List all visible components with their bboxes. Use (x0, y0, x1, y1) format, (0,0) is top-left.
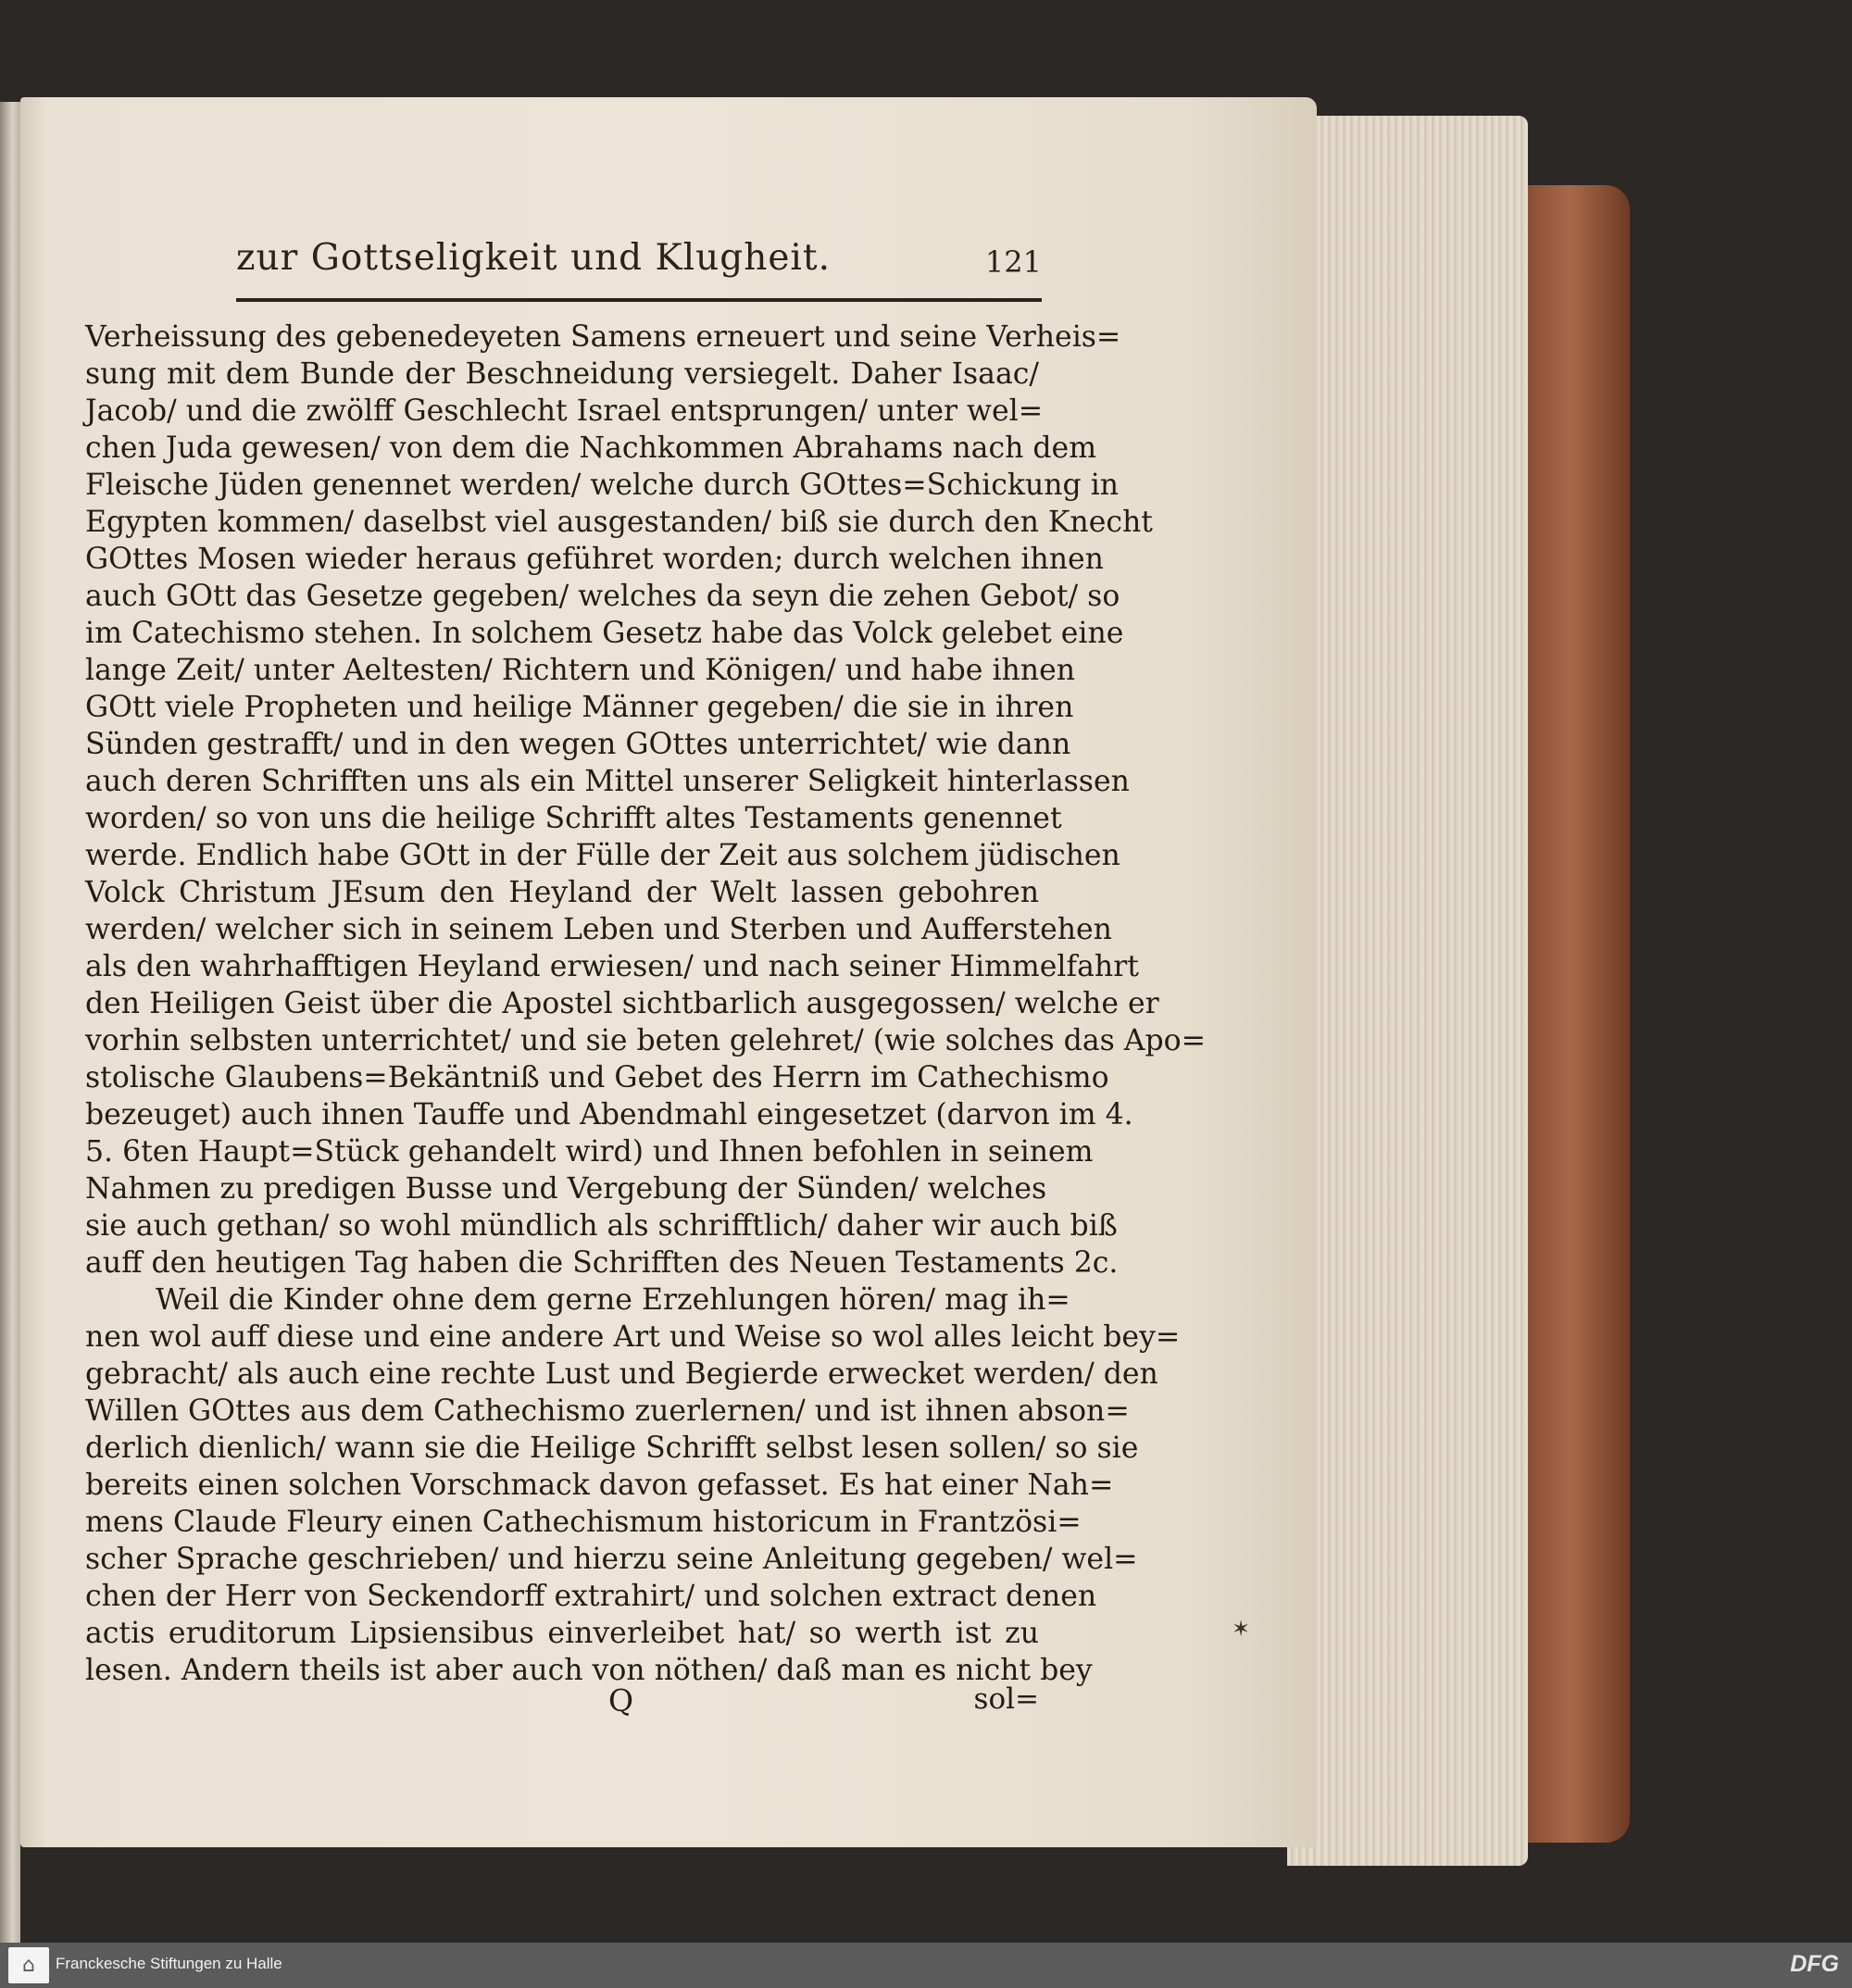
text-line: GOtt viele Propheten und heilige Männer gegeben/ die sie in ihren (85, 691, 1074, 724)
text-line: stolische Glaubens=Bekäntniß und Gebet des Herrn im Cathechismo (85, 1061, 1109, 1094)
running-title: zur Gottseligkeit und Klugheit. (236, 237, 831, 279)
text-line: auff den heutigen Tag haben die Schrifften des Neuen Testaments 2c. (85, 1246, 1119, 1280)
facing-page-edge (0, 102, 20, 1943)
text-line: worden/ so von uns die heilige Schrifft altes Testaments genennet (85, 802, 1062, 835)
text-line: Fleische Jüden genennet werden/ welche durch GOttes=Schickung in (85, 469, 1120, 502)
text-line: bereits einen solchen Vorschmack davon gefasset. Es hat einer Nah= (85, 1469, 1114, 1502)
text-line: nen wol auff diese und eine andere Art und Weise so wol alles leicht bey= (85, 1320, 1181, 1354)
text-line: actis eruditorum Lipsiensibus einverleibet hat/ so werth ist zu (85, 1617, 1039, 1650)
institution-logo-icon[interactable]: ⌂ (8, 1947, 49, 1983)
text-line: scher Sprache geschrieben/ und hierzu seine Anleitung gegeben/ wel= (85, 1543, 1138, 1576)
text-line: sung mit dem Bunde der Beschneidung versiegelt. Daher Isaac/ (85, 357, 1039, 391)
text-line: sie auch gethan/ so wohl mündlich als schrifftlich/ daher wir auch biß (85, 1209, 1118, 1243)
dfg-logo[interactable]: DFG (1790, 1951, 1839, 1977)
institution-name[interactable]: Franckesche Stiftungen zu Halle (56, 1955, 282, 1972)
page-number: 121 (984, 244, 1042, 280)
text-line: gebracht/ als auch eine rechte Lust und Begierde erwecket werden/ den (85, 1357, 1158, 1391)
text-line: Willen GOttes aus dem Cathechismo zuerlernen/ und ist ihnen abson= (85, 1394, 1130, 1428)
text-line: im Catechismo stehen. In solchem Gesetz habe das Volck gelebet eine (85, 617, 1124, 650)
page-header (236, 237, 1042, 302)
text-line: werden/ welcher sich in seinem Leben und Sterben und Aufferstehen (85, 913, 1112, 946)
text-line: auch deren Schrifften uns als ein Mittel unserer Seligkeit hinterlassen (85, 765, 1130, 798)
page-footer (85, 1682, 1039, 1729)
body-text (85, 319, 1207, 1689)
viewer-footer-bar (0, 1943, 1852, 1988)
page-edges (1287, 116, 1528, 1866)
text-line: bezeuget) auch ihnen Tauffe und Abendmahl eingesetzet (darvon im 4. (85, 1098, 1133, 1132)
text-line: chen Juda gewesen/ von dem die Nachkommen Abrahams nach dem (85, 431, 1097, 465)
header-rule (236, 298, 1042, 302)
text-line: Jacob/ und die zwölff Geschlecht Israel entsprungen/ unter wel= (85, 394, 1044, 428)
text-line: 5. 6ten Haupt=Stück gehandelt wird) und Ihnen befohlen in seinem (85, 1135, 1094, 1169)
text-line: Egypten kommen/ daselbst viel ausgestanden/ biß sie durch den Knecht (85, 506, 1153, 539)
text-line: als den wahrhafftigen Heyland erwiesen/ und nach seiner Himmelfahrt (85, 950, 1139, 983)
catchword: sol= (973, 1682, 1039, 1716)
text-line: Volck Christum JEsum den Heyland der Welt lassen gebohren (85, 876, 1039, 909)
text-line: Sünden gestrafft/ und in den wegen GOttes unterrichtet/ wie dann (85, 728, 1071, 761)
text-line: GOttes Mosen wieder heraus geführet worden; durch welchen ihnen (85, 543, 1104, 576)
ink-speck-icon: ✶ (1232, 1616, 1251, 1642)
signature-mark: Q (608, 1682, 634, 1719)
text-line: werde. Endlich habe GOtt in der Fülle der Zeit aus solchem jüdischen (85, 839, 1120, 872)
text-line: chen der Herr von Seckendorff extrahirt/ und solchen extract denen (85, 1580, 1097, 1613)
text-line: lesen. Andern theils ist aber auch von nöthen/ daß man es nicht bey (85, 1654, 1093, 1687)
text-line: vorhin selbsten unterrichtet/ und sie beten gelehret/ (wie solches das Apo= (85, 1024, 1207, 1057)
text-line: auch GOtt das Gesetze gegeben/ welches da seyn die zehen Gebot/ so (85, 580, 1120, 613)
text-line: derlich dienlich/ wann sie die Heilige Schrifft selbst lesen sollen/ so sie (85, 1432, 1139, 1465)
text-line: Nahmen zu predigen Busse und Vergebung der Sünden/ welches (85, 1172, 1047, 1206)
text-line: lange Zeit/ unter Aeltesten/ Richtern und Königen/ und habe ihnen (85, 654, 1076, 687)
text-line: den Heiligen Geist über die Apostel sichtbarlich ausgegossen/ welche er (85, 987, 1159, 1020)
text-line: Verheissung des gebenedeyeten Samens erneuert und seine Verheis= (85, 320, 1121, 354)
text-line: mens Claude Fleury einen Cathechismum historicum in Frantzösi= (85, 1506, 1082, 1539)
text-line: Weil die Kinder ohne dem gerne Erzehlungen hören/ mag ih= (156, 1283, 1070, 1317)
